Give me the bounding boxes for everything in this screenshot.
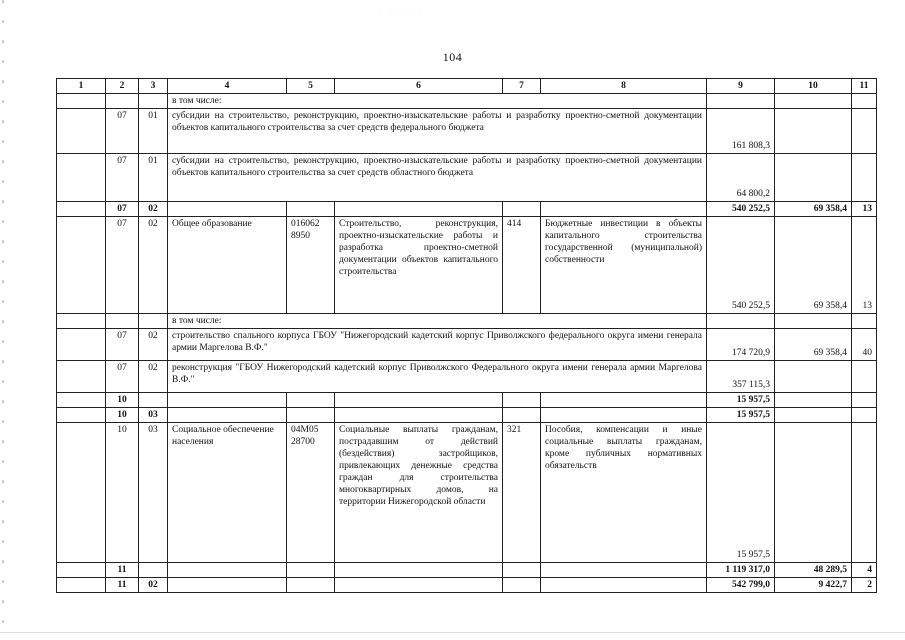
cell-subsection: 02: [139, 217, 168, 314]
cell-c4: [168, 408, 287, 423]
cell-target-code: 04М05 28700: [287, 423, 335, 563]
cell-target-name: Социальные выплаты гражданам, пострадавшим от действий (бездействия) застройщиков, привлекающих денежные средства граждан для строительства многоквартирных домов, на территории Нижегородской области: [335, 423, 503, 563]
table-row-note: [57, 314, 877, 329]
cell-c11: [852, 109, 877, 154]
cell-c11: 40: [852, 329, 877, 361]
cell-section: 07: [106, 361, 139, 393]
cell-subsection: 03: [139, 423, 168, 563]
cell-c6: [335, 563, 503, 578]
table-row: [57, 154, 877, 202]
cell-amount-2: [775, 408, 852, 423]
cell-c11: [852, 361, 877, 393]
cell-amount: 161 808,3: [707, 109, 775, 154]
cell-expense-code: 321: [503, 423, 541, 563]
cell-c9: [707, 314, 775, 329]
cell-amount: 15 957,5: [707, 423, 775, 563]
table-row: [57, 361, 877, 393]
cell-c8: [541, 393, 707, 408]
cell-amount: 15 957,5: [707, 393, 775, 408]
cell-section: 07: [106, 202, 139, 217]
column-header: 3: [139, 79, 168, 94]
cell-amount: 15 957,5: [707, 408, 775, 423]
cell-c1: [57, 361, 106, 393]
table-row: [57, 217, 877, 314]
cell-amount-2: [775, 109, 852, 154]
cell-c8: [541, 578, 707, 593]
cell-c1: [57, 329, 106, 361]
cell-c5: [287, 563, 335, 578]
cell-section: 07: [106, 329, 139, 361]
cell-c1: [57, 423, 106, 563]
cell-amount-2: [775, 154, 852, 202]
cell-subsection: 03: [139, 408, 168, 423]
cell-amount: 174 720,9: [707, 329, 775, 361]
cell-c4: [168, 563, 287, 578]
cell-name: Общее образование: [168, 217, 287, 314]
cell-name: Социальное обеспечение населения: [168, 423, 287, 563]
cell-c6: [335, 408, 503, 423]
cell-c1: [57, 109, 106, 154]
cell-amount: 542 799,0: [707, 578, 775, 593]
table-row-total: [57, 563, 877, 578]
column-header: 9: [707, 79, 775, 94]
column-header: 11: [852, 79, 877, 94]
column-header: 8: [541, 79, 707, 94]
column-header: 6: [335, 79, 503, 94]
cell-target-name: Строительство, реконструкция, проектно-изыскательские работы и разработка проектно-сметной документации объектов капитального строительства: [335, 217, 503, 314]
column-header: 10: [775, 79, 852, 94]
cell-amount: 540 252,5: [707, 202, 775, 217]
cell-note: в том числе:: [168, 314, 707, 329]
cell-amount-2: [775, 393, 852, 408]
cell-c6: [335, 578, 503, 593]
page-number: 104: [442, 50, 463, 64]
cell-c7: [503, 202, 541, 217]
cell-description: реконструкция "ГБОУ Нижегородский кадетский корпус Приволжского Федерального округа имени генерала армии Маргелова В.Ф.": [168, 361, 707, 393]
scan-edge-bottom: [0, 632, 905, 633]
cell-section: 10: [106, 408, 139, 423]
column-header: 7: [503, 79, 541, 94]
cell-subsection: 02: [139, 361, 168, 393]
cell-c10: [775, 314, 852, 329]
cell-c1: [57, 314, 106, 329]
cell-c6: [335, 202, 503, 217]
cell-c4: [168, 578, 287, 593]
cell-section: 11: [106, 578, 139, 593]
cell-expense-code: 414: [503, 217, 541, 314]
cell-c11: 2: [852, 578, 877, 593]
table-row-total: [57, 393, 877, 408]
cell-subsection: 02: [139, 329, 168, 361]
cell-subsection: 01: [139, 109, 168, 154]
cell-c11: [852, 154, 877, 202]
cell-c5: [287, 408, 335, 423]
cell-section: 07: [106, 217, 139, 314]
cell-c10: [775, 94, 852, 109]
cell-c7: [503, 578, 541, 593]
cell-c8: [541, 563, 707, 578]
cell-section: 11: [106, 563, 139, 578]
cell-c1: [57, 154, 106, 202]
cell-c1: [57, 94, 106, 109]
table-row: [57, 329, 877, 361]
column-header: 5: [287, 79, 335, 94]
cell-subsection: 02: [139, 578, 168, 593]
cell-c11: [852, 393, 877, 408]
cell-note: в том числе:: [168, 94, 707, 109]
cell-expense-name: Пособия, компенсации и иные социальные выплаты гражданам, кроме публичных нормативных обязательств: [541, 423, 707, 563]
cell-c11: [852, 94, 877, 109]
cell-c6: [335, 393, 503, 408]
budget-table: [56, 78, 877, 593]
cell-c7: [503, 408, 541, 423]
cell-c8: [541, 408, 707, 423]
cell-c7: [503, 563, 541, 578]
cell-subsection: 01: [139, 154, 168, 202]
cell-subsection: [139, 563, 168, 578]
cell-description: субсидии на строительство, реконструкцию, проектно-изыскательские работы и разработку проектно-сметной документации объектов капитального строительства за счет средств областного бюджета: [168, 154, 707, 202]
cell-c1: [57, 578, 106, 593]
cell-subsection: [139, 314, 168, 329]
cell-c11: [852, 314, 877, 329]
table-row-total: [57, 202, 877, 217]
cell-amount-2: 48 289,5: [775, 563, 852, 578]
cell-amount: 540 252,5: [707, 217, 775, 314]
cell-section: 10: [106, 393, 139, 408]
cell-section: [106, 94, 139, 109]
cell-section: 07: [106, 109, 139, 154]
cell-section: 10: [106, 423, 139, 563]
cell-c11: [852, 408, 877, 423]
cell-subsection: 02: [139, 202, 168, 217]
cell-c11: [852, 423, 877, 563]
table-row-note: [57, 94, 877, 109]
cell-c5: [287, 202, 335, 217]
cell-c7: [503, 393, 541, 408]
cell-expense-name: Бюджетные инвестиции в объекты капитального строительства государственной (муниципальной) собственности: [541, 217, 707, 314]
cell-amount-2: [775, 361, 852, 393]
cell-subsection: [139, 94, 168, 109]
cell-c8: [541, 202, 707, 217]
scan-edge-left: [2, 0, 4, 640]
cell-section: [106, 314, 139, 329]
cell-c4: [168, 202, 287, 217]
cell-amount-2: 69 358,4: [775, 202, 852, 217]
cell-c4: [168, 393, 287, 408]
cell-amount-2: 9 422,7: [775, 578, 852, 593]
table-row-total: [57, 408, 877, 423]
table-row-total: [57, 578, 877, 593]
cell-c11: 4: [852, 563, 877, 578]
cell-amount: 357 115,3: [707, 361, 775, 393]
cell-c1: [57, 408, 106, 423]
table-row: [57, 109, 877, 154]
column-header: 2: [106, 79, 139, 94]
scan-noise: · · · · ·: [380, 10, 423, 16]
cell-c1: [57, 217, 106, 314]
cell-description: строительство спального корпуса ГБОУ "Нижегородский кадетский корпус Приволжского федерального округа имени генерала армии Маргелова В.Ф.": [168, 329, 707, 361]
cell-c5: [287, 578, 335, 593]
cell-description: субсидии на строительство, реконструкцию, проектно-изыскательские работы и разработку проектно-сметной документации объектов капитального строительства за счет средств федерального бюджета: [168, 109, 707, 154]
cell-amount-2: 69 358,4: [775, 217, 852, 314]
table-header-row: [57, 79, 877, 94]
table-row: [57, 423, 877, 563]
column-header: 4: [168, 79, 287, 94]
cell-c11: 13: [852, 202, 877, 217]
cell-c1: [57, 393, 106, 408]
cell-subsection: [139, 393, 168, 408]
column-header: 1: [57, 79, 106, 94]
cell-c5: [287, 393, 335, 408]
cell-amount-2: [775, 423, 852, 563]
cell-c9: [707, 94, 775, 109]
cell-amount: 1 119 317,0: [707, 563, 775, 578]
cell-section: 07: [106, 154, 139, 202]
cell-c1: [57, 202, 106, 217]
cell-c1: [57, 563, 106, 578]
cell-target-code: 016062 8950: [287, 217, 335, 314]
cell-c11: 13: [852, 217, 877, 314]
cell-amount: 64 800,2: [707, 154, 775, 202]
cell-amount-2: 69 358,4: [775, 329, 852, 361]
